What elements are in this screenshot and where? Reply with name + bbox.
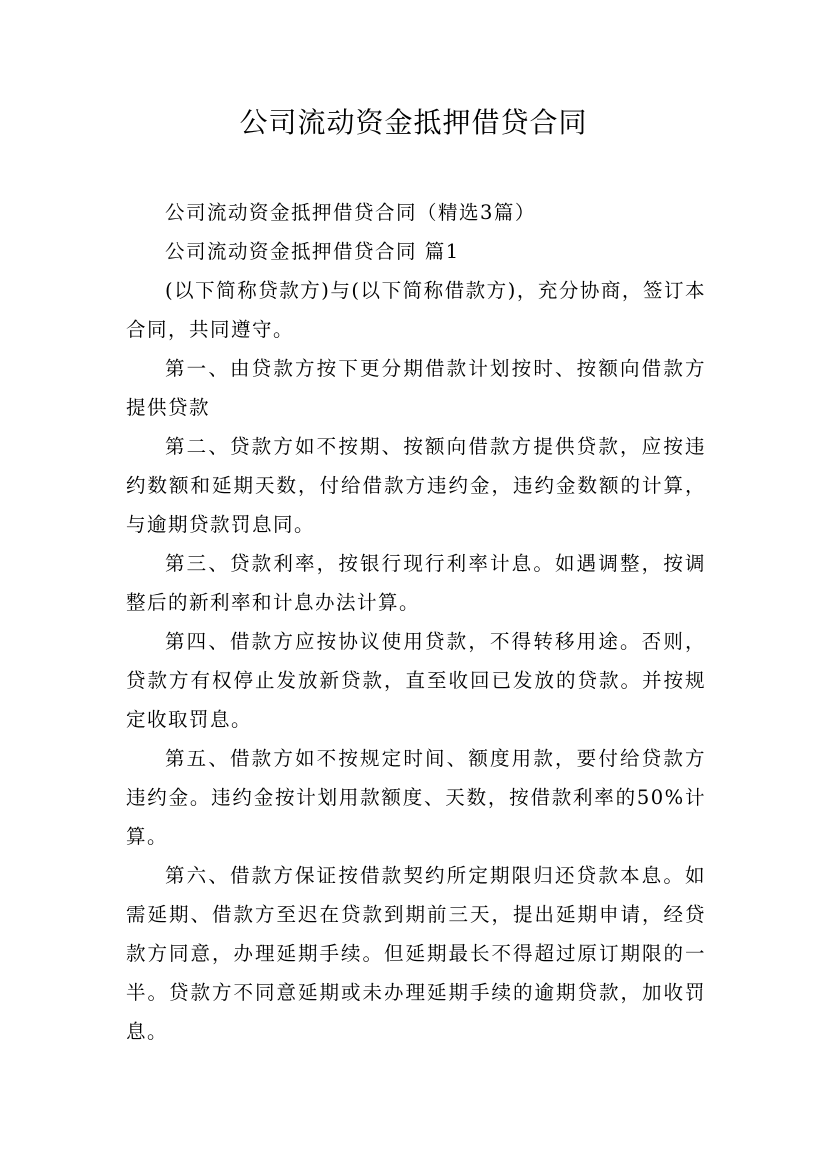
document-body	[126, 193, 706, 1051]
document-title: 公司流动资金抵押借贷合同	[239, 106, 588, 139]
paragraph-article-3: 第三、贷款利率，按银行现行利率计息。如遇调整，按调整后的新利率和计息办法计算。	[126, 552, 706, 614]
paragraph-article-6: 第六、借款方保证按借款契约所定期限归还贷款本息。如需延期、借款方至迟在贷款到期前三天，提出延期申请，经贷款方同意，办理延期手续。但延期最长不得超过原订期限的一半。贷款方不同意延期或未办理延期手续的逾期贷款，加收罚息。	[126, 864, 706, 1043]
paragraph-section-heading: 公司流动资金抵押借贷合同 篇1	[165, 240, 460, 263]
paragraph-article-1: 第一、由贷款方按下更分期借款计划按时、按额向借款方提供贷款	[126, 357, 706, 419]
paragraph-article-5: 第五、借款方如不按规定时间、额度用款，要付给贷款方违约金。违约金按计划用款额度、天数，按借款利率的50%计算。	[126, 747, 706, 848]
paragraph-article-2: 第二、贷款方如不按期、按额向借款方提供贷款，应按违约数额和延期天数，付给借款方违约金，违约金数额的计算，与逾期贷款罚息同。	[126, 435, 706, 536]
paragraph-subtitle: 公司流动资金抵押借贷合同（精选3篇）	[165, 201, 536, 224]
paragraph-parties: (以下简称贷款方)与(以下简称借款方)，充分协商，签订本合同，共同遵守。	[126, 279, 706, 341]
paragraph-article-4: 第四、借款方应按协议使用贷款，不得转移用途。否则，贷款方有权停止发放新贷款，直至收回已发放的贷款。并按规定收取罚息。	[126, 630, 706, 731]
